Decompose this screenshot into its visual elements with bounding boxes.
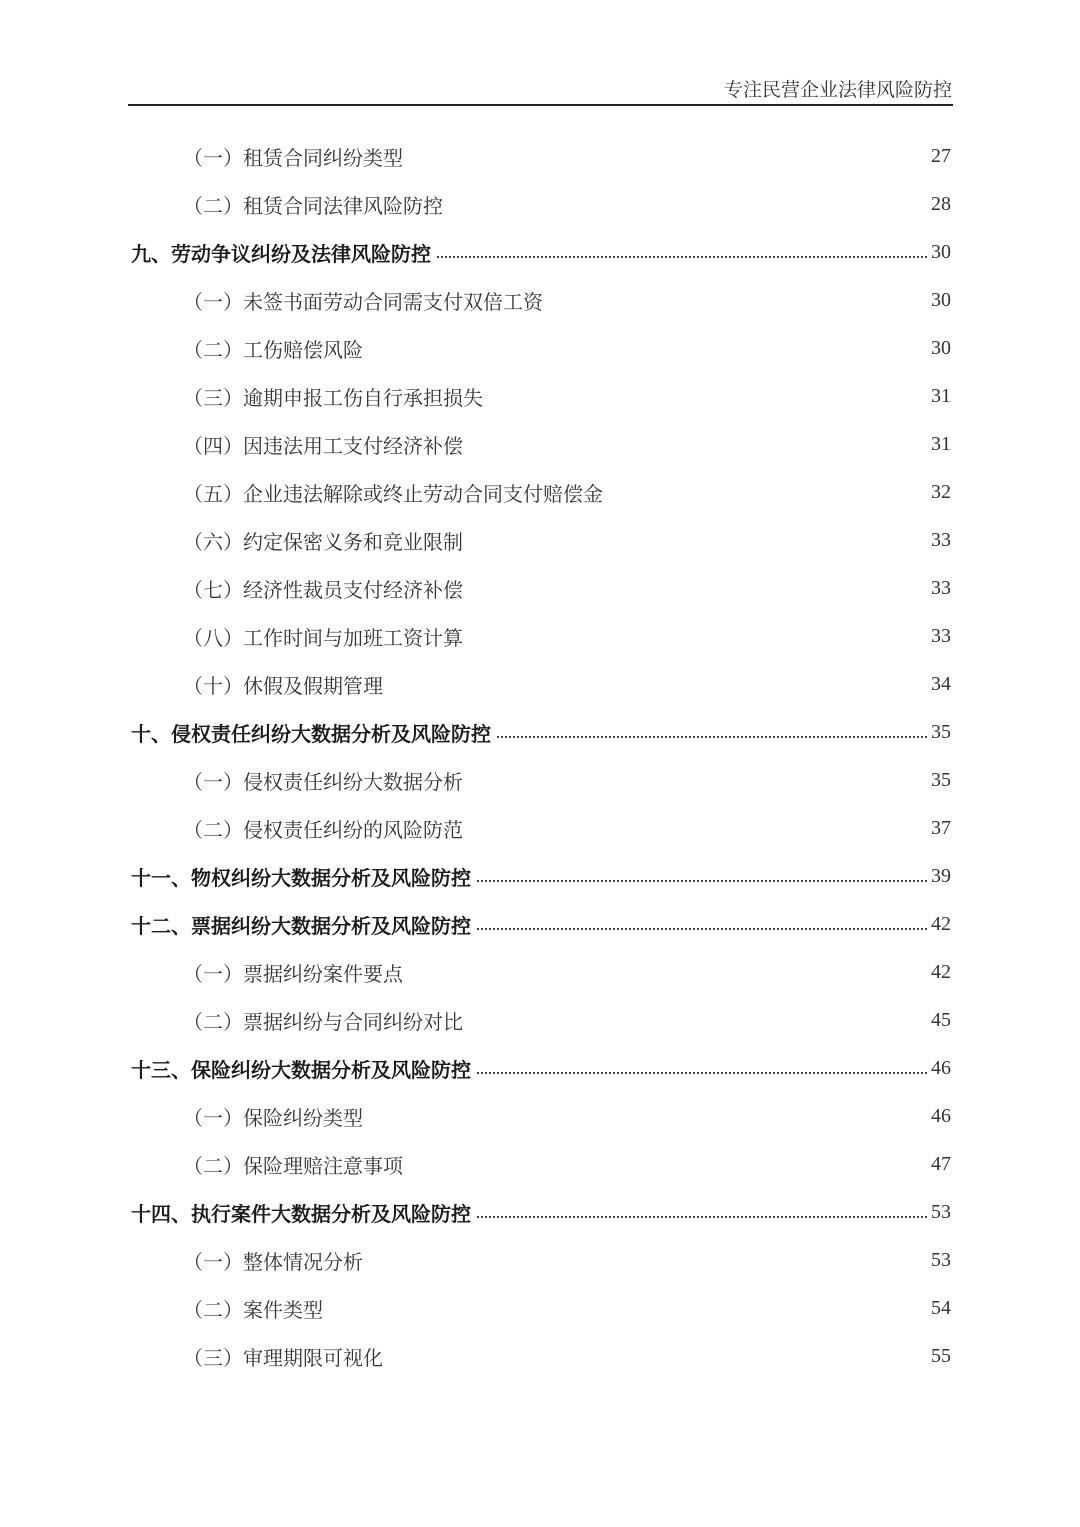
toc-chapter-entry[interactable] <box>131 228 951 276</box>
toc-entry-label: 九、劳动争议纠纷及法律风险防控 <box>131 241 431 266</box>
toc-page-number: 54 <box>931 1296 951 1319</box>
toc-page-number: 37 <box>931 816 951 839</box>
toc-entry-label: 十、侵权责任纠纷大数据分析及风险防控 <box>131 721 491 746</box>
toc-entry-label: （二）票据纠纷与合同纠纷对比 <box>183 1009 463 1034</box>
toc-page-number: 30 <box>931 288 951 311</box>
toc-page-number: 27 <box>931 144 951 167</box>
toc-chapter-entry[interactable] <box>131 900 951 948</box>
toc-chapter-entry[interactable] <box>131 1044 951 1092</box>
toc-page-number: 33 <box>931 624 951 647</box>
toc-section-entry[interactable] <box>183 1140 951 1188</box>
toc-page-number: 30 <box>931 336 951 359</box>
toc-section-entry[interactable] <box>183 516 951 564</box>
toc-chapter-entry[interactable] <box>131 1188 951 1236</box>
dot-leader <box>497 736 927 738</box>
toc-entry-label: （十）休假及假期管理 <box>183 673 383 698</box>
toc-section-entry[interactable] <box>183 420 951 468</box>
toc-section-entry[interactable] <box>183 468 951 516</box>
toc-chapter-entry[interactable] <box>131 708 951 756</box>
toc-page-number: 30 <box>931 240 951 263</box>
toc-section-entry[interactable] <box>183 660 951 708</box>
toc-page-number: 33 <box>931 576 951 599</box>
toc-section-entry[interactable] <box>183 132 951 180</box>
dot-leader <box>477 928 927 930</box>
header-rule <box>128 104 953 106</box>
toc-chapter-entry[interactable] <box>131 852 951 900</box>
dot-leader <box>477 1216 927 1218</box>
toc-entry-label: （六）约定保密义务和竞业限制 <box>183 529 463 554</box>
toc-entry-label: （二）租赁合同法律风险防控 <box>183 193 443 218</box>
toc-entry-label: （二）案件类型 <box>183 1297 323 1322</box>
toc-entry-label: 十一、物权纠纷大数据分析及风险防控 <box>131 865 471 890</box>
toc-entry-label: （一）票据纠纷案件要点 <box>183 961 403 986</box>
toc-entry-label: 十二、票据纠纷大数据分析及风险防控 <box>131 913 471 938</box>
toc-page-number: 46 <box>931 1056 951 1079</box>
toc-entry-label: （一）未签书面劳动合同需支付双倍工资 <box>183 289 543 314</box>
toc-entry-label: 十四、执行案件大数据分析及风险防控 <box>131 1201 471 1226</box>
toc-entry-label: （二）工伤赔偿风险 <box>183 337 363 362</box>
toc-page-number: 42 <box>931 912 951 935</box>
toc-entry-label: （一）保险纠纷类型 <box>183 1105 363 1130</box>
dot-leader <box>477 880 927 882</box>
toc-section-entry[interactable] <box>183 1236 951 1284</box>
toc-section-entry[interactable] <box>183 1332 951 1380</box>
toc-page-number: 31 <box>931 432 951 455</box>
toc-entry-label: （七）经济性裁员支付经济补偿 <box>183 577 463 602</box>
toc-section-entry[interactable] <box>183 948 951 996</box>
toc-page-number: 34 <box>931 672 951 695</box>
toc-entry-label: （二）保险理赔注意事项 <box>183 1153 403 1178</box>
toc-section-entry[interactable] <box>183 612 951 660</box>
running-header: 专注民营企业法律风险防控 <box>723 79 952 101</box>
toc-page-number: 46 <box>931 1104 951 1127</box>
toc-entry-label: （一）整体情况分析 <box>183 1249 363 1274</box>
toc-entry-label: （五）企业违法解除或终止劳动合同支付赔偿金 <box>183 481 603 506</box>
toc-page-number: 31 <box>931 384 951 407</box>
toc-section-entry[interactable] <box>183 996 951 1044</box>
toc-page-number: 32 <box>931 480 951 503</box>
toc-section-entry[interactable] <box>183 756 951 804</box>
dot-leader <box>477 1072 927 1074</box>
toc-entry-label: （三）审理期限可视化 <box>183 1345 383 1370</box>
toc-entry-label: （二）侵权责任纠纷的风险防范 <box>183 817 463 842</box>
dot-leader <box>437 256 927 258</box>
toc-section-entry[interactable] <box>183 372 951 420</box>
toc-page-number: 39 <box>931 864 951 887</box>
toc-page-number: 35 <box>931 720 951 743</box>
toc-page-number: 47 <box>931 1152 951 1175</box>
toc-entry-label: （四）因违法用工支付经济补偿 <box>183 433 463 458</box>
toc-entry-label: （三）逾期申报工伤自行承担损失 <box>183 385 483 410</box>
toc-entry-label: （八）工作时间与加班工资计算 <box>183 625 463 650</box>
toc-page-number: 55 <box>931 1344 951 1367</box>
toc-section-entry[interactable] <box>183 804 951 852</box>
toc-page-number: 53 <box>931 1248 951 1271</box>
toc-page-number: 33 <box>931 528 951 551</box>
toc-entry-label: （一）侵权责任纠纷大数据分析 <box>183 769 463 794</box>
toc-section-entry[interactable] <box>183 324 951 372</box>
toc-section-entry[interactable] <box>183 180 951 228</box>
toc-entry-label: 十三、保险纠纷大数据分析及风险防控 <box>131 1057 471 1082</box>
toc-section-entry[interactable] <box>183 276 951 324</box>
toc-section-entry[interactable] <box>183 1284 951 1332</box>
toc-page-number: 35 <box>931 768 951 791</box>
toc-page-number: 45 <box>931 1008 951 1031</box>
toc-page-number: 28 <box>931 192 951 215</box>
toc-page-number: 42 <box>931 960 951 983</box>
toc-section-entry[interactable] <box>183 564 951 612</box>
toc-section-entry[interactable] <box>183 1092 951 1140</box>
toc-entry-label: （一）租赁合同纠纷类型 <box>183 145 403 170</box>
toc-page-number: 53 <box>931 1200 951 1223</box>
